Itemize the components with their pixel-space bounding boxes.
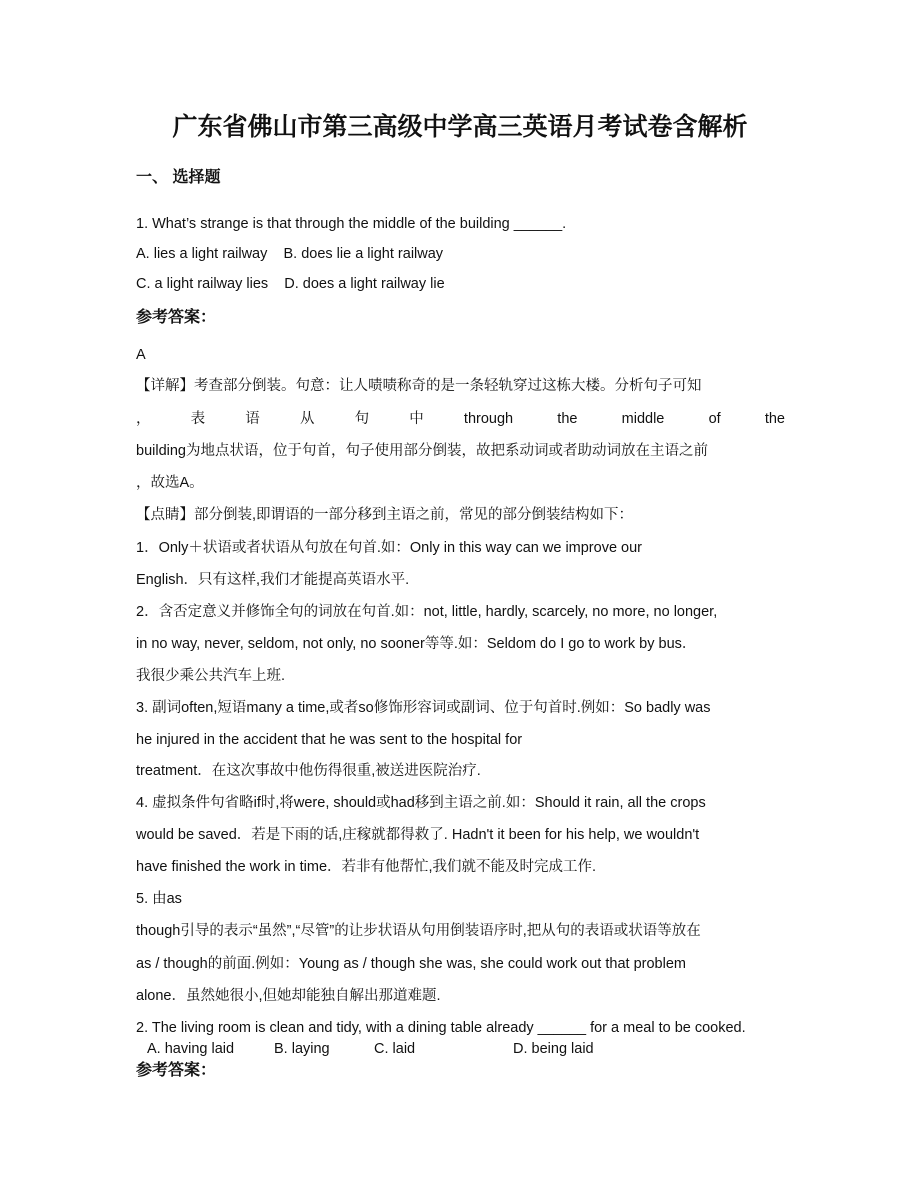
tip-line: have finished the work in time．若非有他帮忙,我们就不能及时完成工作.: [136, 859, 597, 875]
option-a: A. having laid: [147, 1041, 235, 1057]
option-b: B. laying: [274, 1041, 330, 1057]
tip-line: 5. 由as: [136, 891, 182, 907]
answer-label: 参考答案：: [136, 309, 217, 326]
tip-line: would be saved．若是下雨的话,庄稼就都得救了. Hadn't it been for his help, we wouldn't: [136, 827, 700, 843]
tip-line: 【点睛】部分倒装,即谓语的一部分移到主语之前，常见的部分倒装结构如下：: [136, 507, 634, 523]
word: the: [557, 411, 578, 427]
tip-line: 1．Only＋状语或者状语从句放在句首.如：Only in this way can we improve our: [136, 540, 642, 556]
word: of: [708, 411, 721, 427]
document-title: 广东省佛山市第三高级中学高三英语月考试卷含解析: [172, 112, 748, 141]
explanation-line-justified: [136, 409, 785, 429]
question-2-stem: 2. The living room is clean and tidy, with a dining table already ______ for a meal to be cooked.: [136, 1020, 746, 1036]
tip-line: though引导的表示“虽然”,“尽管”的让步状语从句用倒装语序时,把从句的表语或状语等放在: [136, 923, 701, 939]
question-1-stem: 1. What’s strange is that through the middle of the building ______.: [136, 216, 567, 232]
tip-line: he injured in the accident that he was sent to the hospital for: [136, 732, 523, 748]
question-1-options-ab: A. lies a light railway B. does lie a light railway: [136, 246, 444, 262]
explanation-line: 【详解】考查部分倒装。句意：让人啧啧称奇的是一条轻轨穿过这栋大楼。分析句子可知: [136, 378, 702, 394]
answer-label: 参考答案：: [136, 1062, 217, 1079]
word: ，表语从句中through: [136, 411, 514, 427]
answer-value: A: [136, 347, 146, 363]
section-heading: 一、 选择题: [136, 169, 221, 186]
question-2-options: [147, 1039, 594, 1059]
tip-line: as / though的前面.例如：Young as / though she was, she could work out that problem: [136, 956, 686, 972]
explanation-line: ，故选A。: [136, 475, 204, 491]
tip-line: 我很少乘公共汽车上班.: [136, 668, 286, 684]
tip-line: 3. 副词often,短语many a time,或者so修饰形容词或副词、位于句首时.例如：So badly was: [136, 700, 711, 716]
explanation-line: building为地点状语，位于句首，句子使用部分倒装，故把系动词或者助动词放在主语之前: [136, 443, 708, 459]
tip-line: alone．虽然她很小,但她却能独自解出那道难题.: [136, 988, 441, 1004]
tip-line: treatment．在这次事故中他伤得很重,被送进医院治疗.: [136, 763, 481, 779]
word: the: [764, 411, 786, 427]
tip-line: in no way, never, seldom, not only, no sooner等等.如：Seldom do I go to work by bus．: [136, 636, 697, 652]
option-c: C. laid: [374, 1041, 416, 1057]
option-d: D. being laid: [513, 1041, 594, 1057]
tip-line: 2．含否定意义并修饰全句的词放在句首.如：not, little, hardly, scarcely, no more, no longer,: [136, 604, 718, 620]
tip-line: English．只有这样,我们才能提高英语水平.: [136, 572, 410, 588]
question-1-options-cd: C. a light railway lies D. does a light railway lie: [136, 276, 445, 292]
word: middle: [621, 411, 665, 427]
tip-line: 4. 虚拟条件句省略if时,将were, should或had移到主语之前.如：Should it rain, all the crops: [136, 795, 706, 811]
